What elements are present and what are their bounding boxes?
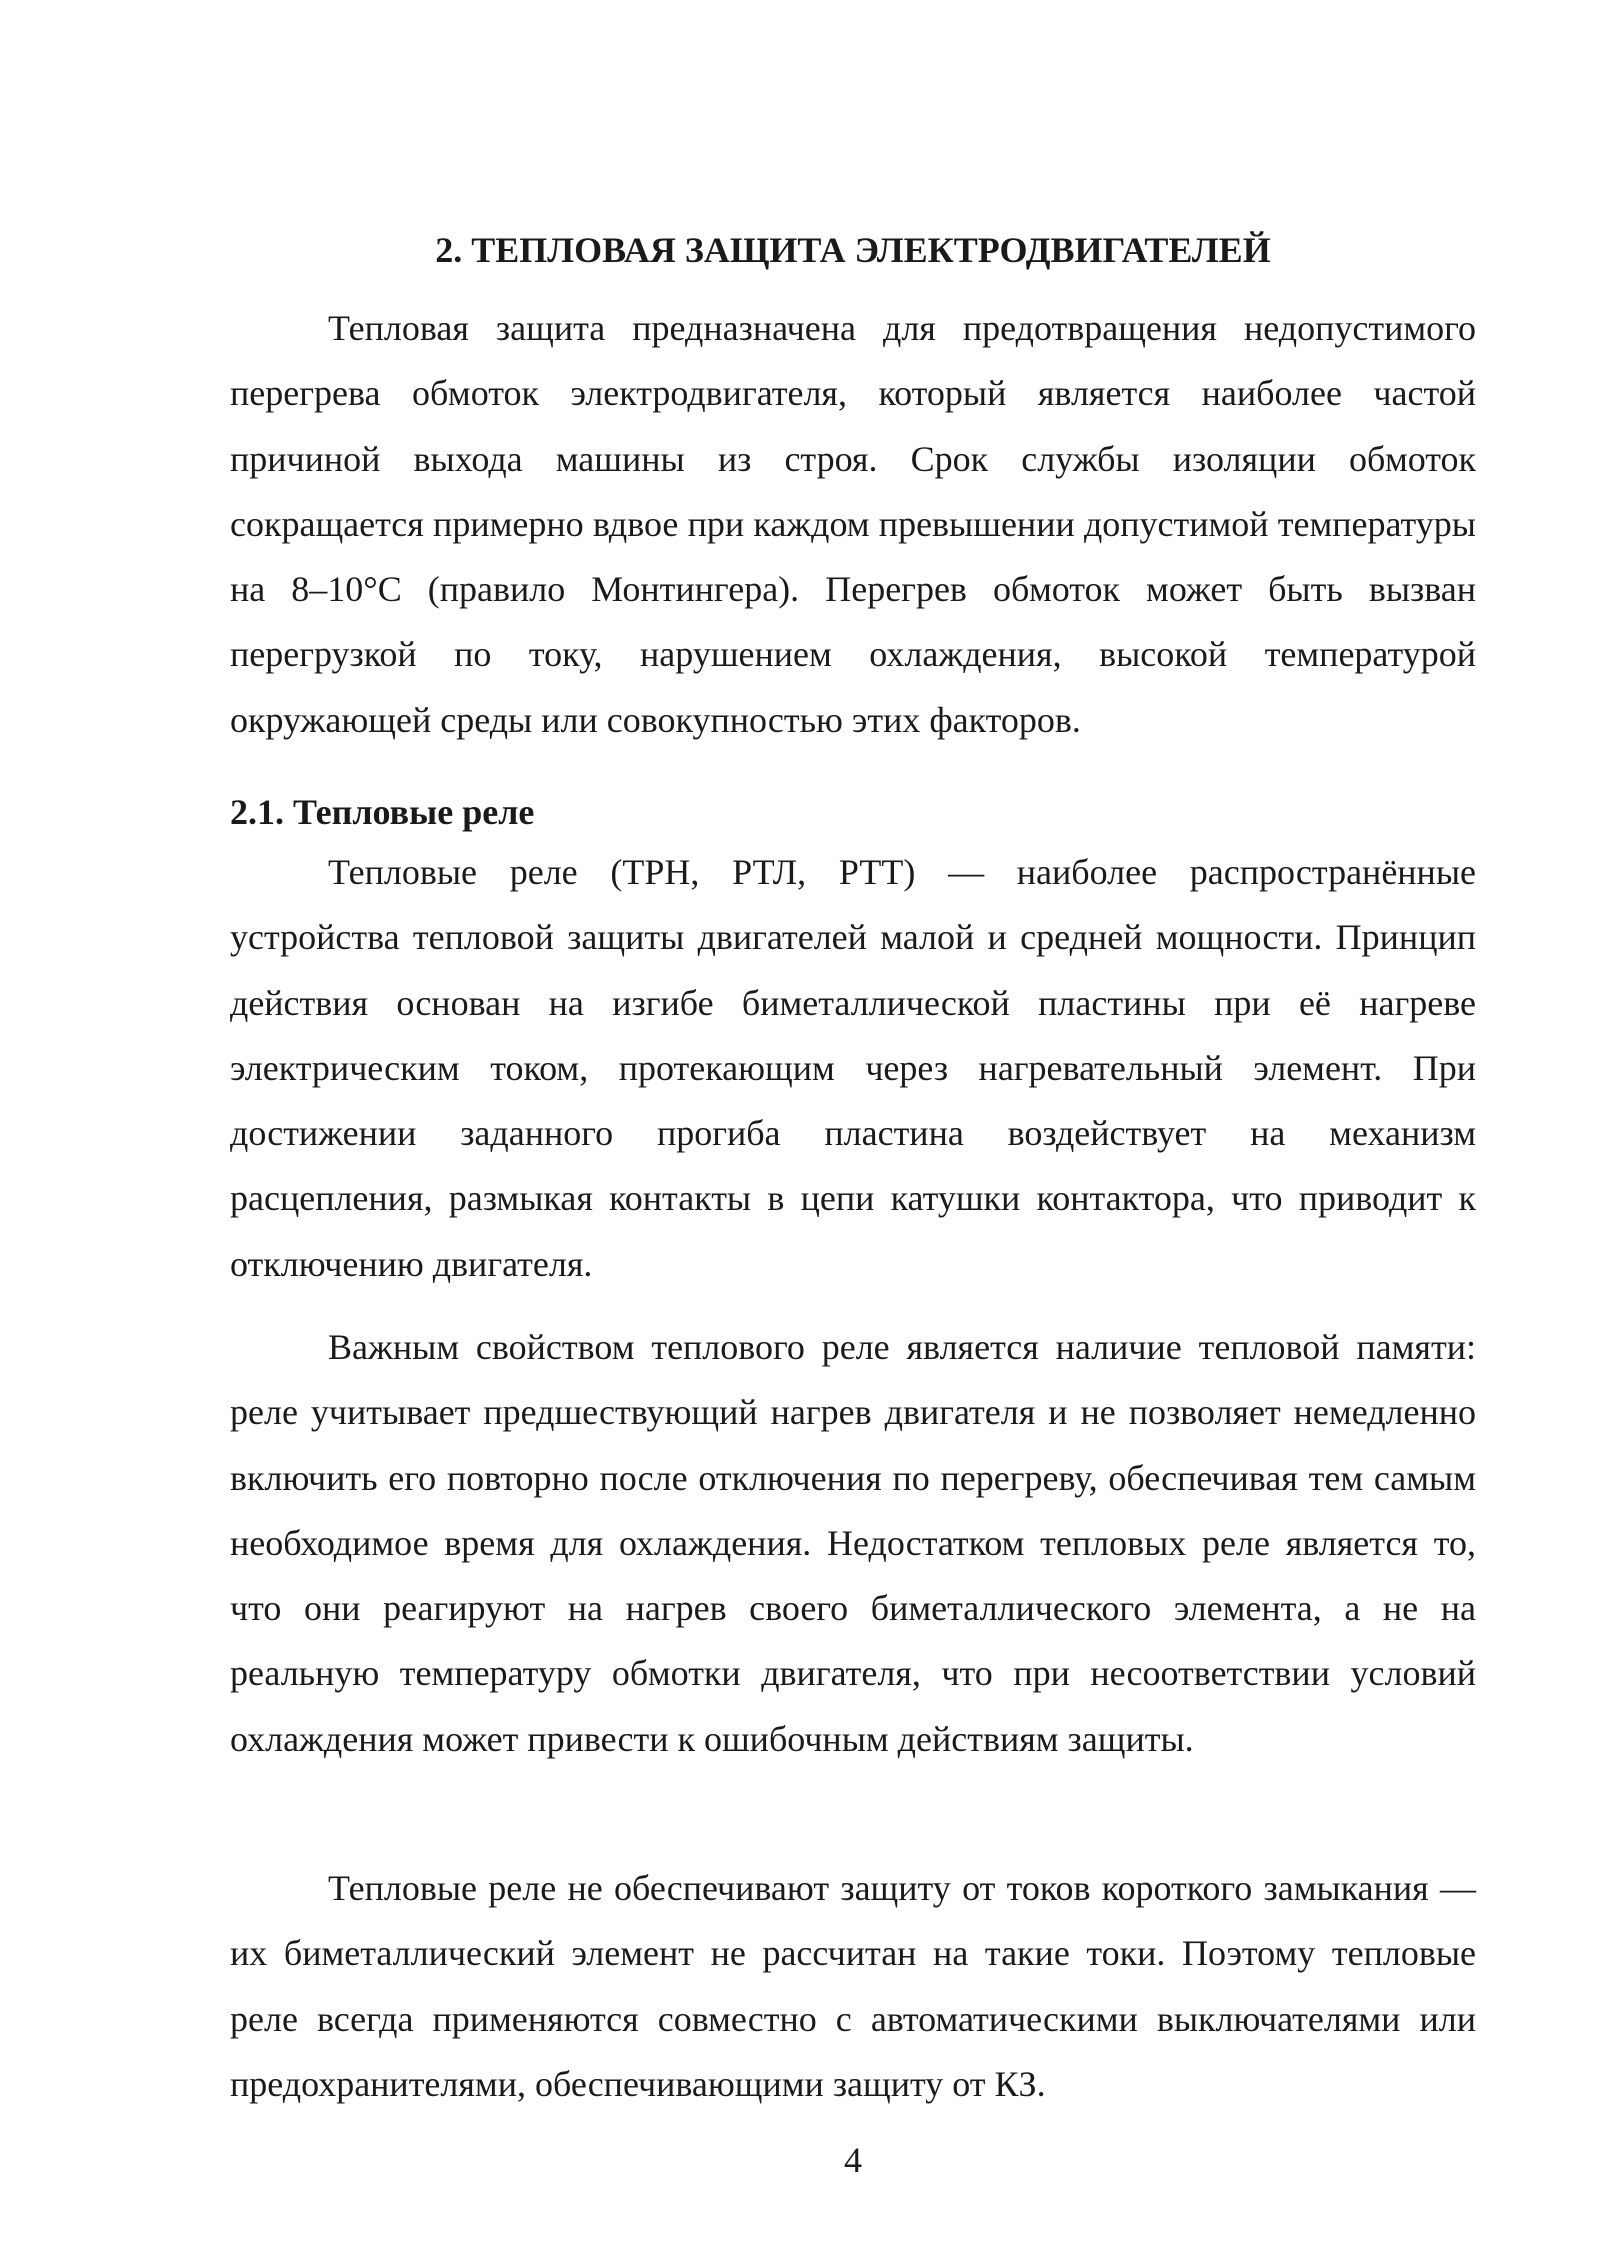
section-title: 2. ТЕПЛОВАЯ ЗАЩИТА ЭЛЕКТРОДВИГАТЕЛЕЙ xyxy=(435,230,1271,270)
document-page xyxy=(230,0,1476,2262)
paragraph-intro: Тепловая защита предназначена для предотвращения недопустимого перегрева обмоток электродвигателя, который является наиболее частой причиной выхода машины из строя. Срок службы изоляции обмоток сокращается примерно вдвое при каждом превышении допустимой температуры на 8–10°С (правило Монтингера). Перегрев обмоток может быть вызван перегрузкой по току, нарушением охлаждения, высокой температурой окружающей среды или совокупностью этих факторов. xyxy=(230,308,1476,740)
paragraph-short-circuit: Тепловые реле не обеспечивают защиту от токов короткого замыкания — их биметаллический элемент не рассчитан на такие токи. Поэтому тепловые реле всегда применяются совместно с автоматическими выключателями или предохранителями, обеспечивающими защиту от КЗ. xyxy=(230,1868,1476,2104)
paragraph-thermal-relay-principle: Тепловые реле (ТРН, РТЛ, РТТ) — наиболее распространённые устройства тепловой защиты двигателей малой и средней мощности. Принцип действия основан на изгибе биметаллической пластины при её нагреве электрическим током, протекающим через нагревательный элемент. При достижении заданного прогиба пластина воздействует на механизм расцепления, размыкая контакты в цепи катушки контактора, что приводит к отключению двигателя. xyxy=(230,852,1476,1284)
subsection-title: 2.1. Тепловые реле xyxy=(230,792,535,832)
page-number: 4 xyxy=(844,2140,862,2180)
paragraph-thermal-memory: Важным свойством теплового реле является наличие тепловой памяти: реле учитывает предшествующий нагрев двигателя и не позволяет немедленно включить его повторно после отключения по перегреву, обеспечивая тем самым необходимое время для охлаждения. Недостатком тепловых реле является то, что они реагируют на нагрев своего биметаллического элемента, а не на реальную температуру обмотки двигателя, что при несоответствии условий охлаждения может привести к ошибочным действиям защиты. xyxy=(230,1327,1476,1759)
